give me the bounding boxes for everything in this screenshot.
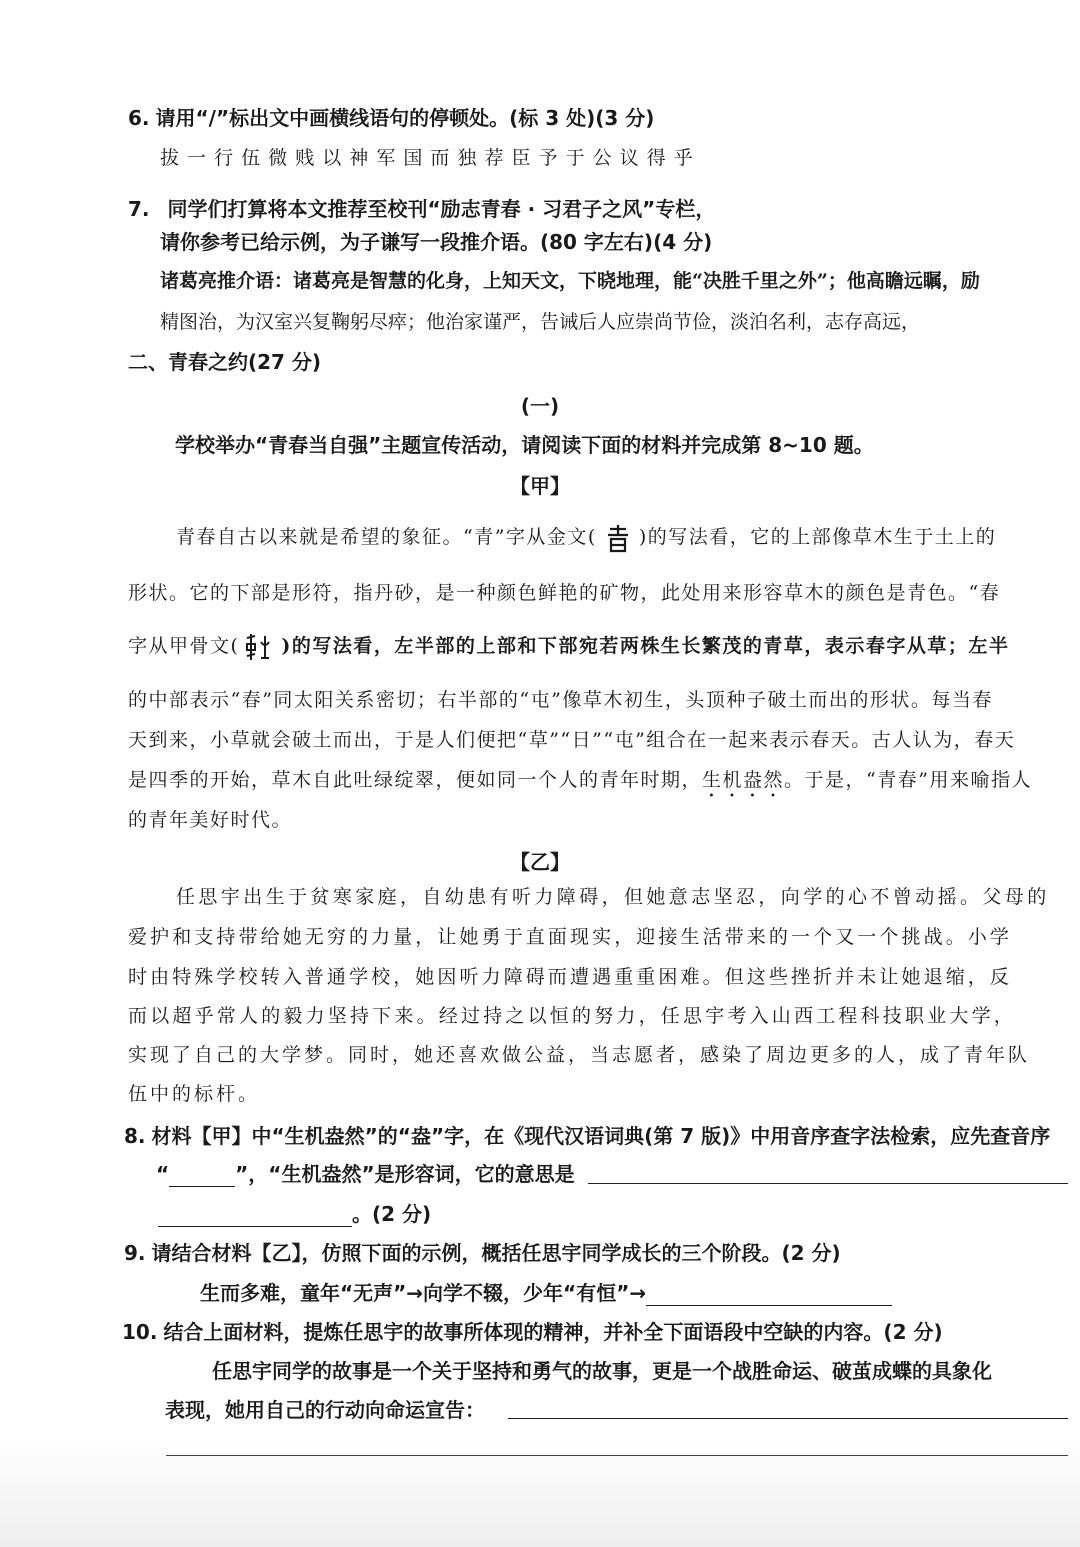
q9-example — [200, 1277, 892, 1306]
question-number: 8. — [124, 1124, 146, 1148]
q10-line-1: 任思宇同学的故事是一个关于坚持和勇气的故事，更是一个战胜命运、破茧成蝶的具象化 — [212, 1359, 992, 1383]
question-6 — [128, 102, 654, 131]
jia-line-5: 天到来，小草就会破土而出，于是人们便把“草”“日”“屯”组合在一起来表示春天。古人认为，春天 — [128, 729, 1016, 751]
question-8 — [124, 1120, 1050, 1149]
question-number: 10. — [122, 1320, 158, 1344]
question-text: 请用“/”标出文中画横线语句的停顿处。(标 3 处)(3 分) — [155, 106, 655, 130]
question-text: 同学们打算将本文推荐至校刊“励志青春 · 习君子之风”专栏， — [167, 197, 716, 221]
yi-line-2: 爱护和支持带给她无穷的力量，让她勇于直面现实，迎接生活带来的一个又一个挑战。小学 — [128, 926, 1013, 948]
text: 青春自古以来就是希望的象征。“青”字从金文( — [176, 526, 597, 548]
jia-line-3 — [128, 631, 1009, 662]
question-number: 7. — [128, 197, 150, 221]
question-number: 6. — [128, 106, 150, 130]
yi-line-4: 而以超乎常人的毅力坚持下来。经过持之以恒的努力，任思宇考入山西工程科技职业大学， — [128, 1005, 1017, 1027]
yi-line-5: 实现了自己的大学梦。同时，她还喜欢做公益，当志愿者，感染了周边更多的人，成了青年队 — [128, 1044, 1031, 1066]
jia-line-7: 的青年美好时代。 — [128, 809, 293, 831]
q7-instruction: 请你参考已给示例，为子谦写一段推介语。(80 字左右)(4 分) — [160, 230, 713, 254]
question-text: 结合上面材料，提炼任思宇的故事所体现的精神，并补全下面语段中空缺的内容。(2 分) — [163, 1320, 943, 1344]
text: 生而多难，童年“无声”→向学不辍，少年“有恒”→ — [200, 1281, 647, 1305]
question-10 — [122, 1316, 943, 1345]
question-7 — [128, 193, 715, 222]
q8-line-3 — [158, 1198, 431, 1227]
scan-shadow — [0, 1437, 1080, 1547]
text: 是四季的开始，草木自此吐绿绽翠，便如同一个人的青年时期， — [128, 769, 703, 791]
text: 。于是，“青春”用来喻指人 — [784, 769, 1032, 791]
jia-line-6 — [128, 765, 1032, 802]
material-jia-label: 【甲】 — [510, 474, 570, 498]
answer-blank-stage-3[interactable] — [646, 1283, 892, 1306]
q6-sentence: 拔 一 行 伍 微 贱 以 神 军 国 而 独 荐 臣 予 于 公 议 得 乎 — [160, 147, 694, 169]
oracle-bone-chun-glyph — [243, 632, 277, 662]
answer-blank-yinxu[interactable] — [169, 1164, 235, 1187]
question-number: 9. — [124, 1241, 146, 1265]
text: “ — [156, 1162, 170, 1186]
text: )的写法看，左半部的上部和下部宛若两株生长繁茂的青草，表示春字从草；左半 — [281, 635, 1010, 657]
text: )的写法看，它的上部像草木生于土上的 — [638, 526, 997, 548]
question-text: 材料【甲】中“生机盎然”的“盎”字，在《现代汉语词典(第 7 版)》中用音序查字法检索，应先查音序 — [151, 1124, 1051, 1148]
bronze-script-qing-glyph — [601, 523, 635, 553]
text: ”，“生机盎然”是形容词，它的意思是 — [235, 1162, 575, 1186]
answer-line-meaning[interactable] — [588, 1183, 1068, 1184]
question-9 — [124, 1237, 841, 1266]
answer-blank-meaning-cont[interactable] — [158, 1204, 352, 1227]
q7-example-line-2: 精图治，为汉室兴复鞠躬尽瘁；他治家谨严，告诫后人应崇尚节俭，淡泊名利，志存高远， — [160, 311, 921, 333]
yi-line-3: 时由特殊学校转入普通学校，她因听力障碍而遭遇重重困难。但这些挫折并未让她退缩，反 — [128, 966, 1013, 988]
emphasized-phrase: 生机盎然 — [702, 769, 785, 791]
yi-line-1: 任思宇出生于贫寒家庭，自幼患有听力障碍，但她意志坚忍，向学的心不曾动摇。父母的 — [176, 886, 1050, 908]
part-label: (一) — [520, 394, 560, 418]
q7-example-line-1: 诸葛亮推介语：诸葛亮是智慧的化身，上知天文，下晓地理，能“决胜千里之外”；他高瞻远瞩，励 — [160, 270, 980, 292]
question-text: 请结合材料【乙】，仿照下面的示例，概括任思宇同学成长的三个阶段。(2 分) — [151, 1241, 841, 1265]
q10-line-2: 表现，她用自己的行动向命运宣告： — [165, 1398, 485, 1422]
jia-line-1 — [176, 522, 996, 553]
q8-line-2 — [156, 1158, 575, 1187]
text: 字从甲骨文( — [128, 635, 240, 657]
text: 。(2 分) — [352, 1202, 432, 1226]
yi-line-6: 伍中的标杆。 — [128, 1083, 261, 1105]
section-title: 二、青春之约(27 分) — [128, 350, 322, 374]
section-intro: 学校举办“青春当自强”主题宣传活动，请阅读下面的材料并完成第 8~10 题。 — [175, 433, 874, 457]
material-yi-label: 【乙】 — [510, 850, 570, 874]
jia-line-4: 的中部表示“春”同太阳关系密切；右半部的“屯”像草木初生，头顶种子破土而出的形状。每当春 — [128, 689, 993, 711]
jia-line-2: 形状。它的下部是形符，指丹砂，是一种颜色鲜艳的矿物，此处用来形容草木的颜色是青色。“春 — [128, 582, 1001, 604]
answer-line-declaration[interactable] — [508, 1418, 1068, 1419]
